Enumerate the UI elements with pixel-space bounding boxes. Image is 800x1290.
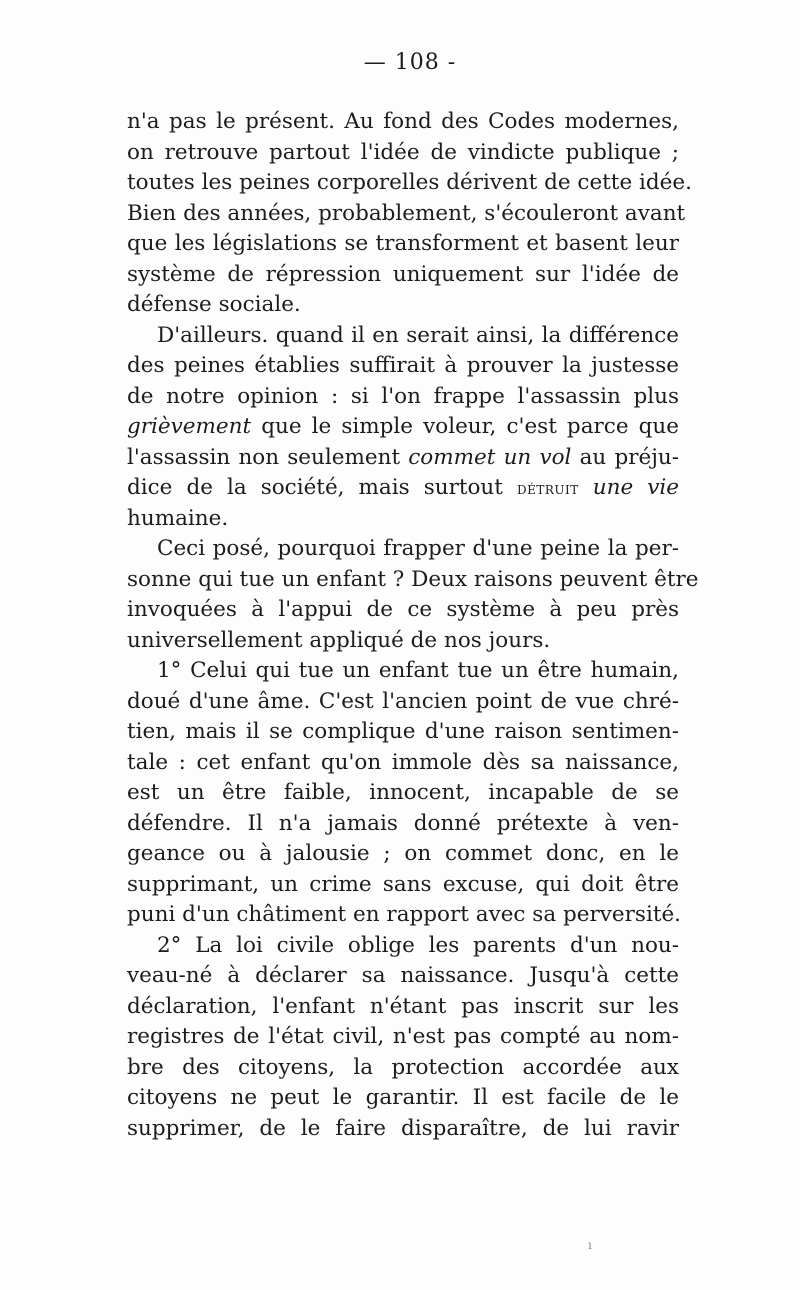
text-line: Bien des années, probablement, s'écouleront avant [127, 200, 686, 226]
text-line: geance ou à jalousie ; on commet donc, en le [127, 841, 679, 866]
emphasis: une vie [592, 475, 679, 500]
text-line: bre des citoyens, la protection accordée aux [127, 1054, 679, 1080]
text-line: tale : cet enfant qu'on immole dès sa naissance, [127, 749, 679, 775]
paragraph [127, 656, 682, 931]
page-number: — 108 - [363, 50, 457, 75]
text-line: supprimant, un crime sans excuse, qui doit être [127, 871, 679, 897]
text-line: des peines établies suffirait à prouver la justesse [127, 353, 679, 378]
emphasis: commet un vol [408, 444, 572, 470]
text-line: sonne qui tue un enfant ? Deux raisons peuvent être [127, 566, 699, 592]
scan-speck: ı [588, 1238, 592, 1252]
text-line: défendre. Il n'a jamais donné prétexte à ven- [127, 810, 679, 836]
text-line: 2° La loi civile oblige les parents d'un nou- [157, 932, 679, 958]
text-run: que le simple voleur, c'est parce que [251, 414, 679, 439]
text-line: Ceci posé, pourquoi frapper d'une peine la per- [157, 536, 679, 561]
text-line: défense sociale. [127, 292, 301, 317]
text-line: est un être faible, innocent, incapable de se [127, 780, 679, 805]
text-line: universellement appliqué de nos jours. [127, 627, 551, 653]
text-line: toutes les peines corporelles dérivent de cette idée. [127, 170, 692, 195]
text-line: doué d'une âme. C'est l'ancien point de vue chré- [127, 688, 679, 714]
text-run: l'assassin non seulement [127, 444, 409, 470]
text-line: veau-né à déclarer sa naissance. Jusqu'à cette [127, 963, 679, 988]
text-line: citoyens ne peut le garantir. Il est facile de le [127, 1085, 679, 1110]
text-line: de notre opinion : si l'on frappe l'assassin plus [127, 383, 679, 409]
text-line [127, 473, 679, 504]
text-run: au préju- [571, 444, 679, 470]
text-line: tien, mais il se complique d'une raison sentimen- [127, 719, 679, 744]
body-text [127, 107, 699, 1144]
paragraph [127, 107, 692, 321]
text-line: invoquées à l'appui de ce système à peu près [127, 597, 679, 622]
text-line: registres de l'état civil, n'est pas compté au nom- [127, 1024, 679, 1049]
text-line: n'a pas le présent. Au fond des Codes modernes, [127, 109, 679, 134]
text-line: déclaration, l'enfant n'étant pas inscrit sur les [127, 993, 679, 1019]
text-line: D'ailleurs. quand il en serait ainsi, la différence [157, 322, 679, 348]
text-line: on retrouve partout l'idée de vindicte publique ; [127, 139, 679, 165]
text-line: que les législations se transforment et basent leur [127, 231, 679, 256]
text-line: 1° Celui qui tue un enfant tue un être humain, [157, 658, 679, 683]
text-run: dice de la société, mais surtout [127, 475, 517, 500]
paragraph [127, 534, 699, 656]
text-run [579, 475, 593, 500]
paragraph [127, 321, 679, 535]
text-line: puni d'un châtiment en rapport avec sa perversité. [127, 902, 682, 927]
text-line: système de répression uniquement sur l'idée de [127, 261, 679, 287]
text-line [127, 412, 679, 443]
text-line [127, 443, 679, 474]
small-caps-word: détruit [516, 479, 579, 499]
paragraph [127, 931, 679, 1145]
text-line: supprimer, de le faire disparaître, de lui ravir [127, 1115, 679, 1141]
emphasis: grièvement [127, 414, 252, 439]
text-line: humaine. [127, 505, 229, 531]
